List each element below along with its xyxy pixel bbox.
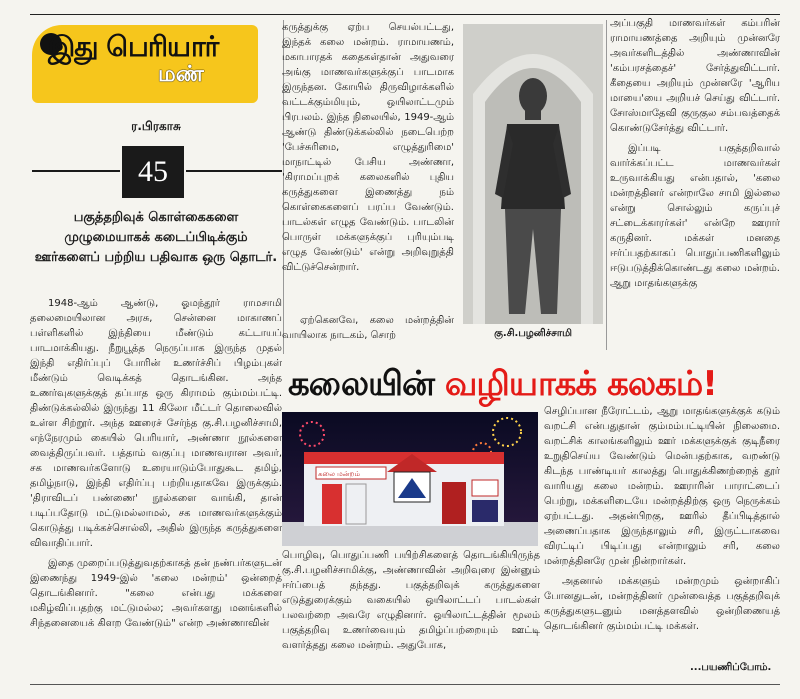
portrait-illustration: [463, 24, 603, 324]
series-title-line1: இது பெரியார்: [48, 30, 219, 63]
paragraph: ஏற்கெனவே, கலை மன்றத்தின் வாயிலாக நாடகம், சொற்: [282, 315, 454, 341]
episode-number: 45: [122, 146, 184, 198]
paragraph: பொழிவு, பொதுப்பணி பயிற்சிகளைத் தொடங்கியிருந்த கு.சி.பழனிச்சாமிக்கு, அண்ணாவின் அறிவுரை இன்னும் ஈர்ப்பைத் தந்தது. பகுத்தறிவுக் கருத்துகளை எடுத்துரைக்கும் வகையில் ஒயிலாட்டப் பாடல்கள் பலவற்றை அவரே எழுதினார். ஒயிலாட்டத்தின் மூலம் பகுத்தறிவு உணர்வையும் தமிழ்ப்பற்றையும் ஊட்டி வளர்த்தது கலை மன்றம். அதுபோக,: [282, 550, 540, 651]
paragraph: செழிப்பான நீரோட்டம், ஆறு மாதங்களுக்குக் கடும் வறட்சி என்பதுதான் கும்மம்பட்டியின் நிலைமை. வறட்சிக் காலங்களிலும் ஊர் மக்களுக்குக் குடிநீரை உறுதிசெய்ய வேண்டும் மென்பதற்காக, வறண்டு கிடந்த பாண்டியர் காலத்து பொதுக்கிணற்றைத் தூர் வாரியது கலை மன்றம். ஊராரின் பாராட்டைப் பெற்று, மக்களிடையே மன்றத்திற்கு ஒரு நெருக்கம் ஏற்பட்டது. அதன்பிறகு, ஊரில் தீப்பிடித்தால் அணைப்பதாக இருந்தாலும் சரி, இருட்டாகவை விரட்டிப் பிடிப்பது என்றாலும் சரி, கலை மன்றத்தினரே முன் நின்றார்கள்.: [544, 406, 780, 567]
headline-part-1: கலையின்: [288, 364, 435, 404]
paragraph: அப்பகுதி மாணவர்கள் கம்பரின் ராமாயணத்தை அறியும் முன்னரே அவர்களிடத்தில் அண்ணாவின் 'கம்பரசத்தைச்' சேர்த்துவிட்டார். கீதையை அறியும் முன்னரே 'ஆரிய மாயை'யை அறியச் செய்து விட்டார். சோஸ்மாதேவி குருகுல சம்பவத்தைக் கொண்டுசேர்த்து விட்டார்.: [610, 18, 780, 134]
article-column-2b: [282, 313, 454, 348]
building-photo: [282, 412, 538, 546]
paragraph: இப்படி பகுத்தறிவால் வார்க்கப்பட்ட மாணவர்கள் உருவாக்கியது என்பதால், 'கலை மன்றத்தினர் என்றாலே சாமி இல்லை என்று சொல்லும் கருப்புச் சட்டைக்காரர்கள்' என்றே ஊரார் கருதினர். மக்கள் மனதை ஈர்ப்பதற்காகப் பொதுப்பணிகளிலும் ஈடுபடுத்திக்கொண்டது கலை மன்றம். ஆறு மாதங்களுக்கு: [610, 143, 780, 289]
headline: [288, 360, 780, 408]
bottom-rule: [30, 684, 780, 685]
paragraph: இதை முறைப்படுத்துவதற்காகத் தன் நண்பர்களுடன் இணைந்து 1949-இல் 'கலை மன்றம்' ஒன்றைத் தொடங்கினார். "கலை என்பது மக்களை மகிழ்விப்பதற்கு மட்டுமல்ல; அவர்களது மனங்களில் சிந்தனையைக் கிளற வேண்டும்" என்ற அண்ணாவின்: [30, 558, 282, 629]
article-column-4: [544, 404, 780, 639]
continued-note: ...பயணிப்போம்.: [690, 662, 772, 673]
series-description: பகுத்தறிவுக் கொள்கைகளை முழுமையாகக் கடைப்பிடிக்கும் ஊர்களைப் பற்றிய பதிவாக ஒரு தொடர்.: [34, 210, 278, 265]
series-title-line2: மண்: [158, 62, 204, 87]
headline-part-2: வழியாகக் கலகம்!: [444, 364, 717, 404]
number-rule-right: [186, 170, 282, 172]
portrait-photo: [463, 24, 603, 324]
article-column-1: [30, 296, 282, 636]
article-column-5: [282, 548, 540, 658]
building-illustration: [282, 412, 538, 546]
paragraph: கருத்துக்கு ஏற்ப செயல்பட்டது, இந்தக் கலை மன்றம். ராமாயணம், மகாபாரதக் கதைகள்தான் அதுவரை அங்கு மாணவர்களுக்குப் பாடமாக இருந்தன. கோயில் திருவிழாக்களில் வட்டக்கும்மியும், ஒயிலாட்டமும் பிரபலம். இந்த நிலையில், 1949-ஆம் ஆண்டு திண்டுக்கல்லில் நடைபெற்ற 'பேச்சுரிமை, எழுத்துரிமை' மாநாட்டில் பேசிய அண்ணா, 'கிராமப்புறக் கலைகளில் புதிய கருத்துகளை இணைத்து நம் கொள்கைகளைப் பரப்ப வேண்டும். பாடல்கள் எழுத வேண்டும். பாடலின் பொருள் மக்களுக்குப் புரியும்படி எழுத வேண்டும்' என்று அறிவுறுத்தி விட்டுச்சென்றார்.: [282, 22, 454, 273]
article-column-3: [610, 16, 780, 296]
photo-caption: கு.சி.பழனிச்சாமி: [494, 328, 572, 339]
top-rule: [30, 14, 780, 15]
article-column-2: [282, 20, 454, 280]
paragraph: 1948-ஆம் ஆண்டு, ஓமந்தூர் ராமசாமி தலைமையிலான அரசு, சென்னை மாகாணப் பள்ளிகளில் இந்தியை மீண்டும் கட்டாயப் பாடமாக்கியது. நீறுபூத்த நெருப்பாக இருந்த முதல் இந்தி எதிர்ப்புப் போரின் உணர்ச்சிப் பிழம்புகள் மீண்டும் வெடிக்கத் தொடங்கின. அந்த உணர்வுகளுக்குத் தப்பாத ஒரு கிராமம் கும்மம்பட்டி. திண்டுக்கல்லில் இருந்து 11 கிலோ மீட்டர் தொலைவில் உள்ள சிற்றூர். அந்த ஊரைச் சேர்ந்த கு.சி.பழனிச்சாமி, எந்நேரமும் கையில் பெரியார், அண்ணா நூல்களை வைத்திருப்பவர். பத்தாம் வகுப்பு மாணவரான அவர், சக மாணவர்களோடு உரையாடும்போதுகூட தமிழ், தமிழ்நாடு, இந்தி எதிர்ப்பு பற்றியதாகவே இருக்கும். 'திராவிடப் பண்ணை' நூல்களை வாங்கி, தான் படிப்பதோடு மட்டுமல்லாமல், சக மாணவர்களுக்கும் கொடுத்து படிக்கச்சொல்லி, அதில் இருந்த கருத்துகளை விவாதிப்பார்.: [30, 298, 282, 549]
author-name: ர.பிரகாசு: [131, 119, 181, 133]
paragraph: அதனால் மக்களும் மன்றமும் ஒன்றாகிப் போனதுடன், மன்றத்தினர் முன்வைத்த பகுத்தறிவுக் கருத்துகளுடனும் மனத்தளவில் ஒன்றிணையத் தொடங்கினர் கும்மம்பட்டி மக்கள்.: [544, 576, 780, 632]
column-divider: [606, 20, 607, 350]
number-rule-left: [32, 170, 120, 172]
building-sign-text: கலை மன்றம்: [318, 470, 360, 478]
